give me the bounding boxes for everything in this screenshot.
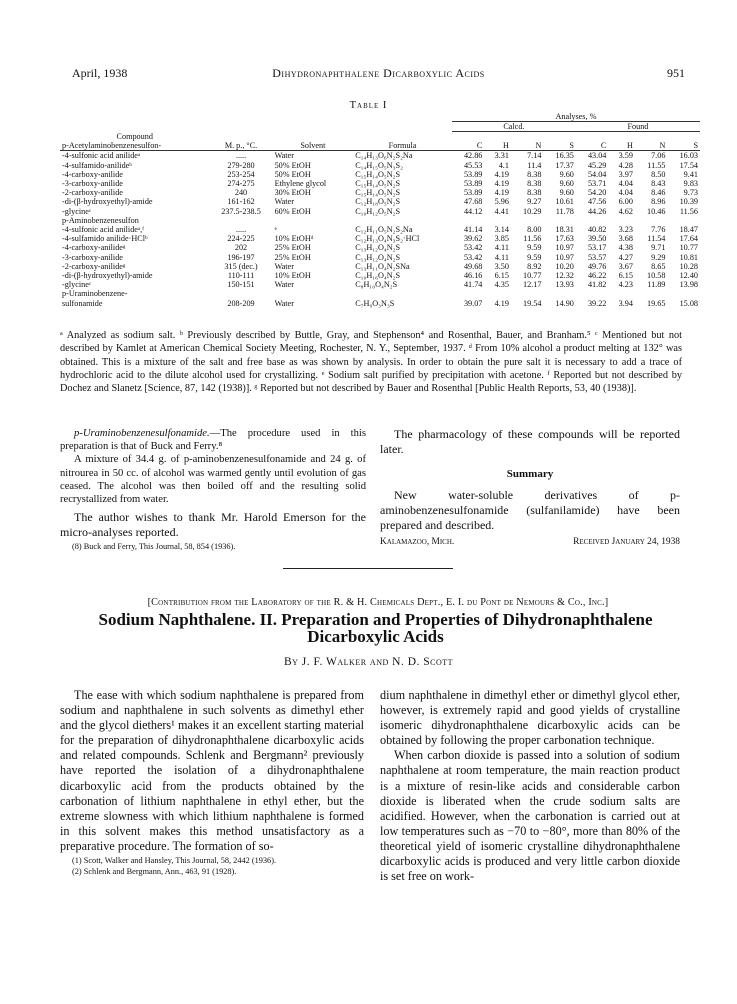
table-row — [60, 262, 700, 271]
table-cell: 16.03 — [679, 151, 698, 161]
table-cell: C₁₂H₁₃O₄N₃S₂·HCl — [355, 234, 420, 244]
table-cell: 53.57 — [587, 252, 607, 262]
running-header — [72, 66, 685, 82]
col-header: Solvent — [300, 141, 326, 151]
table-cell: 161-162 — [227, 197, 255, 207]
table-cell: 10.81 — [679, 252, 698, 262]
table-cell: 4.23 — [618, 280, 633, 290]
table-cell: 10.77 — [522, 270, 542, 280]
table-cell: 41.74 — [463, 280, 483, 290]
paragraph: When carbon dioxide is passed into a solution of sodium naphthalene at room temperature, the main reaction product is a mixture of resin-like acids and considerable carbon dioxide is liberated when the crude sodium salts are acidified. However, when the carbonation is carried out at low temperatures such as −70 to −80°, more than 80% of the theoretical yield of isomeric crystalline dihydronaphthalene dicarboxylic acids is produced and very little carbon dioxide is set free on work- — [380, 748, 680, 884]
table-cell: 4.62 — [618, 206, 633, 216]
table-cell: -glycineᶜ — [62, 280, 91, 290]
table-cell: 53.89 — [463, 169, 483, 179]
table-cell: C₁₃H₁₂O₄N₂S — [355, 243, 401, 253]
table-cell: ᵉ — [274, 224, 277, 234]
right-upper-column — [380, 427, 680, 550]
table-cell: 46.22 — [587, 270, 607, 280]
table-cell: 202 — [234, 243, 248, 253]
reference: (1) Scott, Walker and Hansley, This Journal, 58, 2442 (1936). — [72, 856, 277, 866]
place: Kalamazoo, Mich. — [380, 537, 455, 547]
table-cell: 274-275 — [227, 178, 255, 188]
table-cell: -di-(β-hydroxyethyl)-amide — [62, 197, 153, 207]
table-cell: 240 — [234, 188, 248, 198]
table-cell: 3.50 — [494, 261, 509, 271]
table-cell: 45.53 — [463, 160, 483, 170]
table-cell: 40.82 — [587, 224, 607, 234]
table-cell: 11.89 — [647, 280, 666, 290]
reference: (8) Buck and Ferry, This Journal, 58, 854 (1936). — [72, 542, 236, 552]
table-cell: 10.29 — [522, 206, 542, 216]
left-upper-column — [60, 427, 366, 553]
table-cell: -4-sulfonic acid anilideᵃ — [62, 151, 141, 161]
table-cell: 4.04 — [618, 188, 633, 198]
contribution-line: [Contribution from the Laboratory of the R. & H. Chemicals Dept., E. I. du Pont de Nemours & Co., Inc.] — [147, 597, 609, 608]
analyses-header: Analyses, % — [452, 112, 700, 122]
table-cell: 10.28 — [679, 261, 698, 271]
table-footnotes: ᵃ Analyzed as sodium salt. ᵇ Previously described by Buttle, Gray, and Stephenson⁴ and Rosenthal, Bauer, and Branham.⁵ ᶜ Mentioned but not described by Kamlet at American Chemical Society Meeting, Rochester, N. Y., September, 1937. ᵈ From 10% alcohol a product melting at 132° was obtained. This is a mixture of the salt and free base as was shown by analysis. In order to obtain the pure salt it is necessary to add a trace of hydrochloric acid to the dilute alcohol used for crystallizing. ᵉ Sodium salt purified by precipitation with acetone. ᶠ Reported but not described by Dochez and Slanetz [Science, 87, 142 (1938)]. ᵍ Reported but not described by Bauer and Rosenthal [Public Health Reports, 53, 40 (1938)]. — [60, 330, 682, 395]
table-cell: 49.76 — [587, 261, 607, 271]
table-cell: -4-sulfonic acid anilideᵃ,ᶠ — [62, 224, 144, 234]
table-cell: 19.65 — [646, 298, 666, 308]
table-cell: 10.61 — [555, 197, 574, 207]
left-body-column — [60, 688, 364, 877]
table-cell: 8.00 — [527, 224, 542, 234]
right-body-column — [380, 688, 680, 884]
table-row — [60, 179, 700, 188]
col-header: S — [569, 141, 574, 151]
table-cell: 253-254 — [227, 169, 255, 179]
table-row — [60, 170, 700, 179]
table-cell: Water — [274, 280, 294, 290]
group-label: p-Aminobenzenesulfon — [62, 215, 139, 225]
table-cell: -3-carboxy-anilide — [62, 252, 123, 262]
table-cell: 196-197 — [227, 252, 255, 262]
authors: By J. F. Walker and N. D. Scott — [283, 656, 454, 668]
table-cell: 47.56 — [587, 197, 607, 207]
header-date: April, 1938 — [72, 66, 128, 80]
col-header: C — [476, 141, 483, 151]
table-cell: 8.38 — [527, 178, 542, 188]
table-cell: 10.20 — [555, 261, 574, 271]
table-cell: 11.78 — [555, 206, 574, 216]
table-cell: 150-151 — [227, 280, 255, 290]
table-cell: 3.68 — [618, 234, 633, 244]
table-cell: ..... — [235, 151, 247, 161]
table-cell: 3.97 — [618, 169, 633, 179]
table-cell: 53.17 — [587, 243, 607, 253]
table-cell: 9.29 — [651, 252, 666, 262]
table-row — [60, 197, 700, 206]
table-cell: C₁₄H₁₃O₆N₂S₂Na — [355, 151, 413, 161]
table-cell: 9.27 — [527, 197, 542, 207]
table-cell: 12.17 — [522, 280, 542, 290]
table-cell: 279-280 — [227, 160, 255, 170]
table-cell: Water — [274, 298, 294, 308]
table-cell: 47.68 — [463, 197, 483, 207]
table-cell: 315 (dec.) — [224, 261, 258, 271]
table-cell: 208-209 — [227, 298, 255, 308]
table-cell: 4.04 — [618, 178, 633, 188]
table-cell: 10% EtOH — [274, 270, 311, 280]
col-header: M. p., °C. — [224, 141, 258, 151]
table-cell: Water — [274, 261, 294, 271]
table-row — [60, 271, 700, 280]
table-cell: 13.98 — [679, 280, 698, 290]
table-cell: 50% EtOH — [274, 160, 311, 170]
table-cell: C₁₂H₁₈O₅N₂S — [355, 197, 401, 207]
table-cell: 15.08 — [679, 298, 698, 308]
col-header: H — [627, 141, 633, 151]
reference: (2) Schlenk and Bergmann, Ann., 463, 91 (1928). — [72, 866, 237, 876]
table-cell: 4.19 — [494, 298, 509, 308]
col-compound: Compound — [116, 131, 153, 141]
table-cell: C₁₅H₁₄O₅N₂S — [355, 178, 401, 188]
table-cell: 8.96 — [651, 197, 666, 207]
references — [72, 856, 364, 877]
table-cell: 8.46 — [651, 188, 666, 198]
table-row — [60, 243, 700, 252]
acknowledgment: The author wishes to thank Mr. Harold Emerson for the micro-analyses reported. — [60, 510, 366, 540]
table-cell: 7.06 — [651, 151, 666, 161]
table-cell: 8.43 — [651, 178, 666, 188]
paragraph: —The procedure used in this preparation is that of Buck and Ferry.⁸ — [60, 428, 366, 453]
table-cell: -4-carboxy-anilide — [62, 169, 123, 179]
table-cell: C₁₄H₁₅O₅N₃S₂ — [355, 160, 403, 170]
summary-paragraph: New water-soluble derivatives of p-aminobenzenesulfonamide (sulfanilamide) have been prepared and described. — [380, 488, 680, 532]
table-row — [60, 299, 700, 308]
table-cell: C₁₀H₁₆O₄N₂S — [355, 270, 401, 280]
table-cell: ..... — [235, 224, 247, 234]
table-cell: C₁₃H₁₁O₄N₂SNa — [355, 261, 410, 271]
table-cell: 11.55 — [647, 160, 666, 170]
table-cell: 17.37 — [555, 160, 574, 170]
table-cell: 3.85 — [494, 234, 509, 244]
table-cell: C₁₅H₁₄O₅N₂S — [355, 188, 401, 198]
table-cell: 19.54 — [522, 298, 542, 308]
table-cell: 14.90 — [555, 298, 574, 308]
table-row — [60, 280, 700, 289]
table-cell: 30% EtOH — [274, 188, 311, 198]
table-cell: 17.63 — [555, 234, 574, 244]
table-cell: 11.4 — [527, 160, 542, 170]
table-cell: 10.97 — [555, 243, 574, 253]
table-cell: -2-carboxy-anilide — [62, 188, 123, 198]
table-row — [60, 207, 700, 216]
table-cell: 18.47 — [679, 224, 698, 234]
table-cell: 25% EtOH — [274, 243, 311, 253]
table-cell: 3.14 — [494, 224, 509, 234]
table-cell: C₈H₁₀O₄N₂S — [355, 280, 398, 290]
table-cell: 237.5-238.5 — [221, 206, 261, 216]
table-cell: 45.29 — [587, 160, 607, 170]
table-cell: 18.31 — [555, 224, 574, 234]
table-cell: 44.12 — [463, 206, 483, 216]
table-cell: 60% EtOH — [274, 206, 311, 216]
table-cell: -3-carboxy-anilide — [62, 178, 123, 188]
table-cell: 9.83 — [683, 178, 698, 188]
table-cell: 39.62 — [463, 234, 483, 244]
table-cell: 6.00 — [618, 197, 633, 207]
paragraph: dium naphthalene in dimethyl ether or dimethyl glycol ether, however, is extremely rapid and good yields of crystalline isomeric dihydronaphthalene dicarboxylic acids can be obtained by following the proper carbonation technique. — [380, 688, 680, 748]
table-cell: 9.60 — [559, 188, 574, 198]
table-cell: 41.14 — [463, 224, 483, 234]
table-row — [60, 225, 700, 234]
table-cell: -2-carboxy-anilideᵍ — [62, 261, 126, 271]
table-cell: 9.73 — [683, 188, 698, 198]
paragraph: The ease with which sodium naphthalene is prepared from sodium and naphthalene in such solvents as dimethyl ether and the glycol diethers¹ makes it an excellent starting material for the preparation of dihydronaphthalene dicarboxylic acids and related compounds. Schlenk and Bergmann² previously have reported the isolation of a dihydronaphthalene dicarboxylic acid from the products obtained by the carbonation of lithium naphthalene in ethyl ether, but the extreme slowness with which lithium naphthalene is formed in this solvent makes this method unsatisfactory as a preparative procedure. The formation of so- — [60, 688, 364, 853]
table-cell: 3.31 — [494, 151, 509, 161]
table-cell: 41.82 — [587, 280, 607, 290]
table-cell: 39.07 — [463, 298, 483, 308]
table-cell: 39.50 — [587, 234, 607, 244]
table-cell: 8.65 — [651, 261, 666, 271]
summary-heading: Summary — [506, 468, 554, 480]
table-cell: 4.38 — [618, 243, 633, 253]
found-header: Found — [576, 122, 700, 132]
table-row — [60, 188, 700, 197]
table-cell: 25% EtOH — [274, 252, 311, 262]
col-header: H — [503, 141, 509, 151]
table-cell: 9.41 — [683, 169, 698, 179]
table-cell: 4.1 — [498, 160, 509, 170]
table-cell: Water — [274, 151, 294, 161]
table-row — [60, 234, 700, 243]
divider — [283, 568, 453, 569]
table-cell: 11.56 — [523, 234, 542, 244]
table-caption: Table I — [349, 100, 388, 111]
calcd-header: Calcd. — [452, 122, 576, 132]
table-cell: 11.56 — [679, 206, 698, 216]
table-cell: 9.59 — [527, 252, 542, 262]
col-header: S — [693, 141, 698, 151]
group-label: p-Uraminobenzene- — [62, 289, 128, 299]
paragraph: The pharmacology of these compounds will be reported later. — [380, 427, 680, 456]
table-cell: 53.89 — [463, 188, 483, 198]
table-cell: 53.42 — [463, 252, 483, 262]
table-cell: 42.86 — [463, 151, 483, 161]
table-cell: 8.50 — [651, 169, 666, 179]
section-head: p-Uraminobenzenesulfonamide. — [74, 428, 210, 439]
table-cell: 16.35 — [555, 151, 574, 161]
table-cell: C₁₂H₁₁O₅N₂S₂Na — [355, 224, 413, 234]
table-cell: 8.92 — [527, 261, 542, 271]
table-cell: 53.71 — [587, 178, 607, 188]
col-header: N — [535, 141, 542, 151]
table-cell: sulfonamide — [62, 298, 103, 308]
table-cell: 17.54 — [679, 160, 698, 170]
table-cell: 11.54 — [647, 234, 666, 244]
table-cell: 224-225 — [227, 234, 255, 244]
table-cell: 39.22 — [587, 298, 607, 308]
table-cell: 43.04 — [587, 151, 607, 161]
table-cell: 8.38 — [527, 188, 542, 198]
table-cell: -4-carboxy-anilideᵍ — [62, 243, 126, 253]
table-cell: C₁₀H₁₂O₅N₂S — [355, 206, 401, 216]
table-cell: 3.59 — [618, 151, 633, 161]
header-title: Dihydronaphthalene Dicarboxylic Acids — [272, 66, 485, 80]
table-cell: 9.59 — [527, 243, 542, 253]
table-cell: 4.28 — [618, 160, 633, 170]
table-cell: 3.67 — [618, 261, 633, 271]
table-cell: 6.15 — [494, 270, 509, 280]
article-title: Sodium Naphthalene. II. Preparation and Properties of Dihydronaphthalene Dicarboxylic Acids — [98, 610, 653, 646]
table-cell: C₇H₉O₃N₃S — [355, 298, 395, 308]
table-cell: 4.41 — [494, 206, 509, 216]
table-cell: 50% EtOH — [274, 169, 311, 179]
table-row — [60, 161, 700, 170]
table-cell: 12.32 — [555, 270, 574, 280]
table-cell: 53.42 — [463, 243, 483, 253]
signature-line — [380, 535, 680, 550]
table-cell: -4-sulfamido anilide·HClᵇ — [62, 234, 148, 244]
col-header: C — [600, 141, 607, 151]
table-cell: 49.68 — [463, 261, 483, 271]
table-cell: 4.19 — [494, 188, 509, 198]
table-cell: 7.14 — [527, 151, 542, 161]
table-cell: 7.76 — [651, 224, 666, 234]
table-cell: 17.64 — [679, 234, 698, 244]
table-cell: 54.04 — [587, 169, 607, 179]
table-cell: -4-sulfamido-anilideᵇ — [62, 160, 132, 170]
table-cell: C₁₃H₁₂O₄N₂S — [355, 252, 401, 262]
table-cell: -glycineᶜ — [62, 206, 91, 216]
table-cell: 10.39 — [679, 197, 698, 207]
table-cell: 10% EtOHᵈ — [274, 234, 314, 244]
table-cell: 4.19 — [494, 169, 509, 179]
table-cell: 9.71 — [651, 243, 666, 253]
table-cell: 3.94 — [618, 298, 633, 308]
table-cell: 53.89 — [463, 178, 483, 188]
received-date: Received January 24, 1938 — [573, 537, 680, 547]
table-cell: 13.93 — [555, 280, 574, 290]
table-cell: 6.15 — [618, 270, 633, 280]
table-cell: 10.77 — [679, 243, 698, 253]
data-table — [60, 112, 700, 308]
table-cell: -di-(β-hydroxyethyl)-amide — [62, 270, 153, 280]
table-cell: 44.26 — [587, 206, 607, 216]
paragraph: A mixture of 34.4 g. of p-aminobenzenesulfonamide and 24 g. of nitrourea in 50 cc. of alcohol was warmed gently until evolution of gas ceased. The alcohol was then boiled off and the resulting solid recrystallized from water. — [60, 454, 366, 506]
table-row — [60, 151, 700, 161]
table-cell: Water — [274, 197, 294, 207]
table-cell: 10.58 — [646, 270, 666, 280]
table-cell: 46.16 — [463, 270, 483, 280]
table-cell: 3.23 — [618, 224, 633, 234]
table-cell: 110-111 — [227, 270, 255, 280]
table-cell: Ethylene glycol — [274, 178, 327, 188]
table-cell: 5.96 — [494, 197, 509, 207]
table-cell: 54.20 — [587, 188, 607, 198]
table-cell: 4.11 — [494, 243, 509, 253]
table-cell: 10.46 — [646, 206, 666, 216]
table-cell: 8.38 — [527, 169, 542, 179]
page-number: 951 — [667, 66, 685, 80]
table-cell: 4.19 — [494, 178, 509, 188]
table-cell: 4.11 — [494, 252, 509, 262]
col-header: Formula — [388, 141, 417, 151]
col-header: N — [659, 141, 666, 151]
table-row — [60, 253, 700, 262]
table-cell: 4.27 — [618, 252, 633, 262]
table-cell: C₁₅H₁₄O₅N₂S — [355, 169, 401, 179]
table-cell: 9.60 — [559, 169, 574, 179]
table-cell: 4.35 — [494, 280, 509, 290]
table-cell: 10.97 — [555, 252, 574, 262]
table-cell: 9.60 — [559, 178, 574, 188]
table-cell: 12.40 — [679, 270, 698, 280]
col-compound-sub: p-Acetylaminobenzenesulfon- — [62, 141, 162, 151]
